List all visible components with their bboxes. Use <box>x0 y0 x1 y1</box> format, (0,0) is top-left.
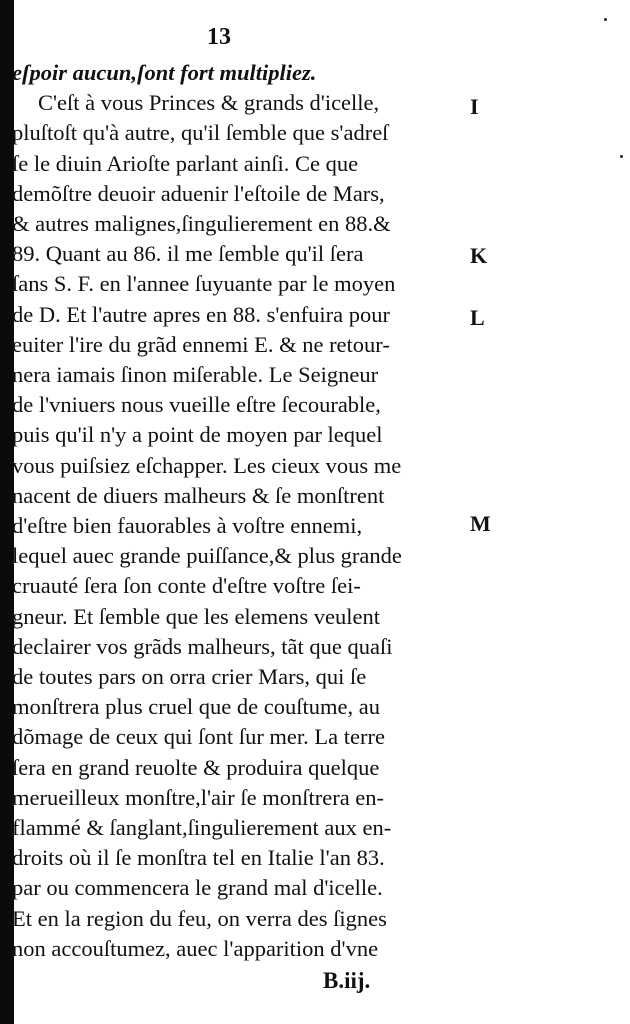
text-line: cruauté ſera ſon conte d'eſtre voſtre ſei- <box>12 573 361 599</box>
text-line: pluſtoſt qu'à autre, qu'il ſemble que s'adreſ <box>12 120 389 146</box>
text-line: ſans S. F. en l'annee ſuyuante par le moyen <box>12 271 396 297</box>
paper-speck <box>620 155 623 158</box>
text-line: & autres malignes,ſingulierement en 88.& <box>12 211 391 236</box>
text-line: Et en la region du feu, on verra des ſignes <box>12 905 387 931</box>
text-line: dõmage de ceux qui ſont ſur mer. La terre <box>12 724 385 750</box>
text-line: eſpoir aucun,ſont fort multipliez. <box>12 60 317 85</box>
text-line: de toutes pars on orra crier Mars, qui ſe <box>12 664 367 689</box>
text-line: de D. Et l'autre apres en 88. s'enfuira pour <box>12 301 390 327</box>
text-line: euiter l'ire du grãd ennemi E. & ne retour- <box>12 331 390 357</box>
text-line: demõſtre deuoir aduenir l'eſtoile de Mars, <box>12 180 385 206</box>
text-line: vous puiſsiez eſchapper. Les cieux vous me <box>12 452 402 478</box>
paper-speck <box>604 18 607 21</box>
margin-marker: K <box>470 243 488 268</box>
text-line: ſera en grand reuolte & produira quelque <box>12 754 380 780</box>
page-number: 13 <box>207 24 231 50</box>
text-line: lequel auec grande puiſſance,& plus grande <box>12 543 402 569</box>
text-line: par ou commencera le grand mal d'icelle. <box>12 875 383 901</box>
text-line: puis qu'il n'y a point de moyen par lequel <box>12 422 383 448</box>
text-line: nera iamais ſinon miſerable. Le Seigneur <box>12 362 379 387</box>
text-line: 89. Quant au 86. il me ſemble qu'il ſera <box>12 241 364 267</box>
margin-marker: M <box>470 511 491 536</box>
text-line: d'eſtre bien fauorables à voſtre ennemi, <box>12 513 363 538</box>
text-line: gneur. Et ſemble que les elemens veulent <box>12 603 381 629</box>
margin-marker: L <box>470 305 485 330</box>
text-line: declairer vos grãds malheurs, tãt que quaſi <box>12 633 393 659</box>
text-line: ſe le diuin Arioſte parlant ainſi. Ce que <box>12 150 359 176</box>
text-line: flammé & ſanglant,ſingulierement aux en- <box>12 815 392 840</box>
margin-marker: I <box>470 94 479 119</box>
text-line: de l'vniuers nous vueille eſtre ſecourable, <box>12 392 381 418</box>
text-line: merueilleux monſtre,l'air ſe monſtrera en- <box>12 784 385 810</box>
text-line: droits où il ſe monſtra tel en Italie l'an 83. <box>12 845 385 871</box>
text-line: monſtrera plus cruel que de couſtume, au <box>12 694 380 720</box>
signature-mark: B.iij. <box>323 968 371 993</box>
text-line: non accouſtumez, auec l'apparition d'vne <box>12 935 379 961</box>
text-line: nacent de diuers malheurs & ſe monſtrent <box>12 482 385 508</box>
text-line: C'eſt à vous Princes & grands d'icelle, <box>38 90 380 116</box>
